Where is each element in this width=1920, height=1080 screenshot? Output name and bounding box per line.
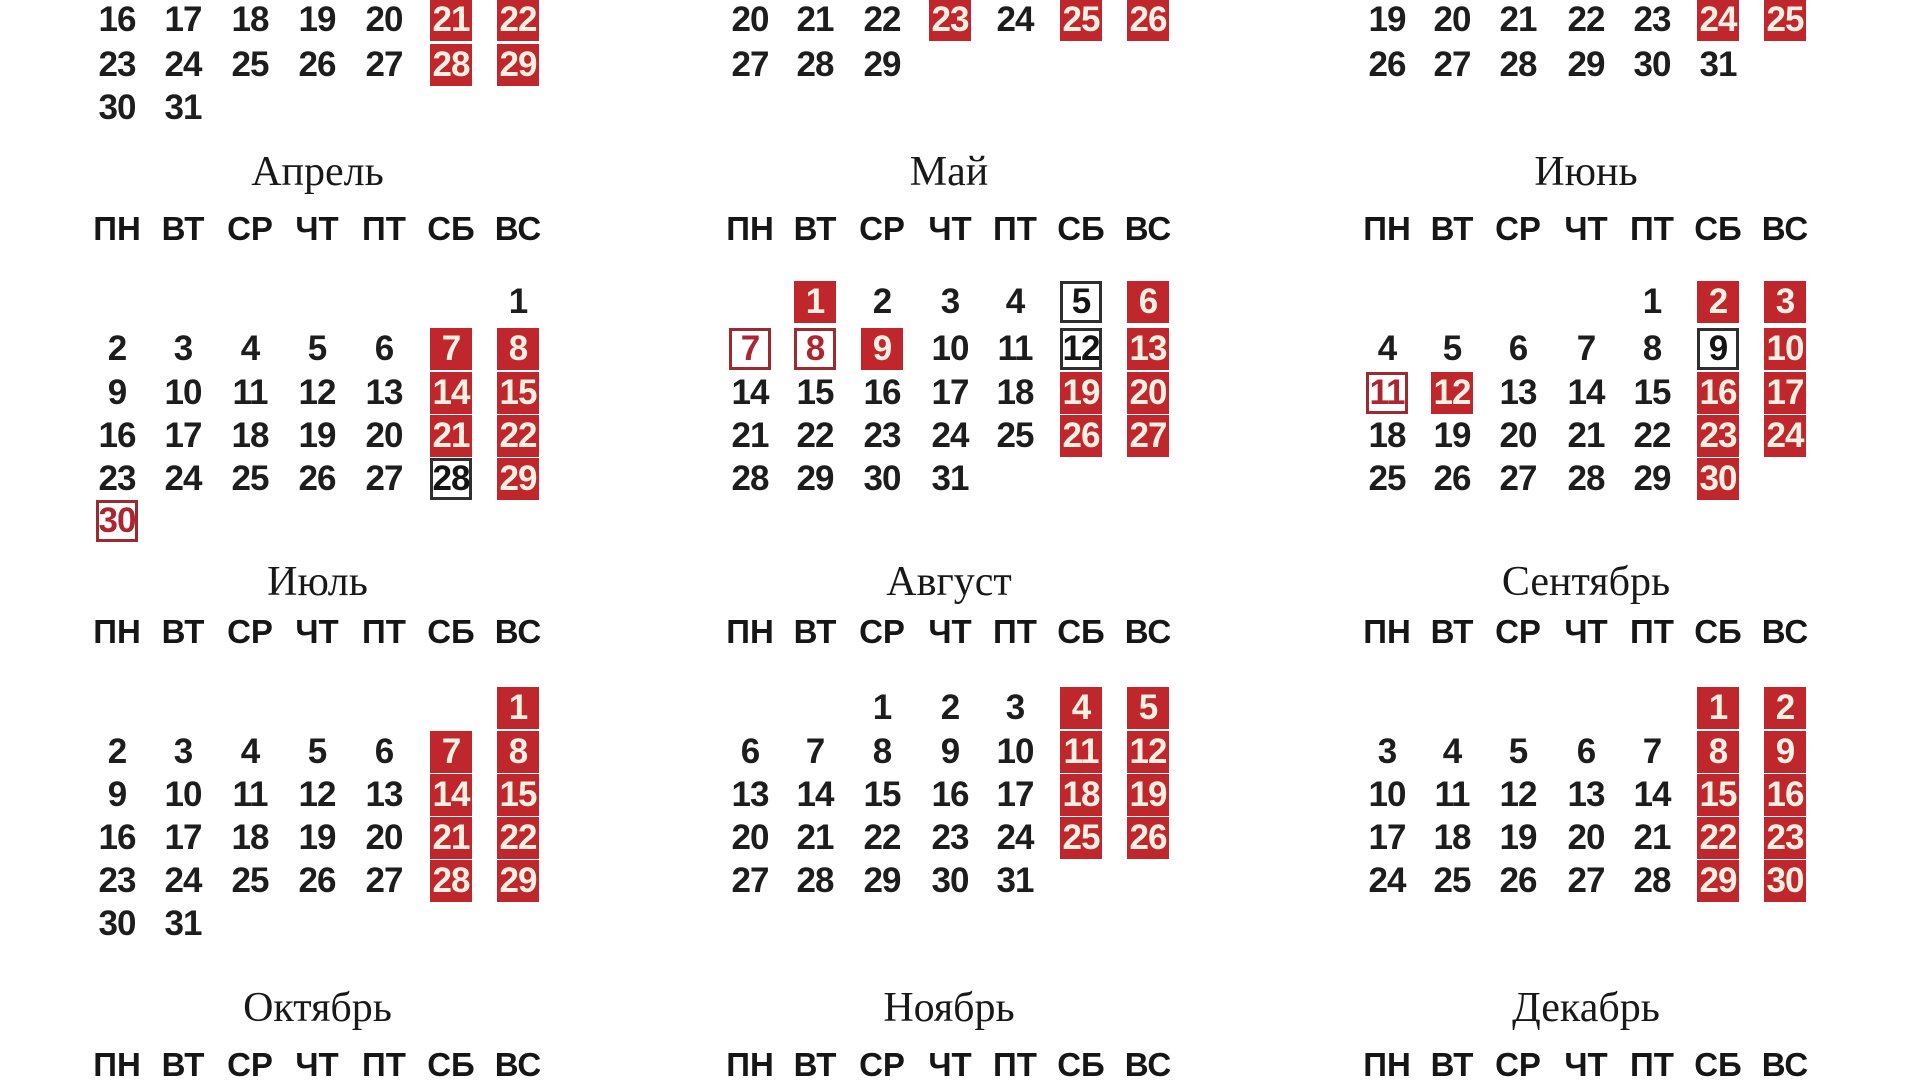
weekday-label: СБ bbox=[1057, 210, 1105, 247]
day-cell: 10 bbox=[996, 732, 1034, 771]
day-cell: 18 bbox=[231, 818, 269, 857]
day-cell: 9 bbox=[107, 373, 127, 412]
day-cell: 2 bbox=[1697, 281, 1739, 323]
weekday-label: СБ bbox=[1694, 613, 1742, 650]
weekday-label: ПТ bbox=[362, 210, 406, 247]
day-cell: 6 bbox=[1576, 732, 1596, 771]
weekday-label: СБ bbox=[1057, 613, 1105, 650]
day-cell: 20 bbox=[1499, 416, 1537, 455]
day-cell: 29 bbox=[1567, 45, 1605, 84]
day-cell: 20 bbox=[365, 416, 403, 455]
day-cell: 29 bbox=[1633, 459, 1671, 498]
day-cell: 24 bbox=[996, 0, 1034, 39]
day-cell: 19 bbox=[1433, 416, 1471, 455]
day-cell: 27 bbox=[365, 459, 403, 498]
weekday-label: ВС bbox=[1761, 210, 1809, 247]
weekday-label: ПТ bbox=[1630, 1046, 1674, 1080]
day-cell: 15 bbox=[863, 775, 901, 814]
day-cell: 21 bbox=[796, 0, 834, 39]
day-cell: 5 bbox=[1508, 732, 1528, 771]
day-cell: 14 bbox=[430, 774, 472, 816]
day-cell: 31 bbox=[164, 88, 202, 127]
day-cell: 23 bbox=[931, 818, 969, 857]
day-cell: 15 bbox=[497, 372, 539, 414]
weekday-label: ПТ bbox=[993, 210, 1037, 247]
day-cell: 8 bbox=[794, 328, 836, 370]
day-cell: 10 bbox=[1368, 775, 1406, 814]
day-cell: 18 bbox=[231, 416, 269, 455]
day-cell: 6 bbox=[374, 329, 394, 368]
day-cell: 12 bbox=[1127, 731, 1169, 773]
day-cell: 18 bbox=[1060, 774, 1102, 816]
day-cell: 10 bbox=[164, 775, 202, 814]
weekday-label: СР bbox=[227, 210, 273, 247]
day-cell: 9 bbox=[1764, 731, 1806, 773]
day-cell: 30 bbox=[1633, 45, 1671, 84]
weekday-label: ВС bbox=[1761, 1046, 1809, 1080]
day-cell: 16 bbox=[98, 416, 136, 455]
weekday-label: ЧТ bbox=[928, 613, 972, 650]
day-cell: 27 bbox=[365, 45, 403, 84]
day-cell: 28 bbox=[1567, 459, 1605, 498]
day-cell: 7 bbox=[1576, 329, 1596, 368]
weekday-label: ПН bbox=[1363, 613, 1411, 650]
day-cell: 11 bbox=[232, 775, 268, 814]
day-cell: 24 bbox=[996, 818, 1034, 857]
weekday-label: СБ bbox=[1694, 1046, 1742, 1080]
day-cell: 14 bbox=[1633, 775, 1671, 814]
weekday-label: СР bbox=[859, 1046, 905, 1080]
month-title-december: Декабрь bbox=[1512, 985, 1660, 1031]
day-cell: 6 bbox=[1127, 281, 1169, 323]
day-cell: 25 bbox=[996, 416, 1034, 455]
day-cell: 16 bbox=[98, 0, 136, 39]
day-cell: 15 bbox=[1697, 774, 1739, 816]
day-cell: 5 bbox=[307, 732, 327, 771]
day-cell: 27 bbox=[1127, 415, 1169, 457]
day-cell: 9 bbox=[1697, 328, 1739, 370]
day-cell: 25 bbox=[1368, 459, 1406, 498]
day-cell: 23 bbox=[929, 0, 971, 41]
day-cell: 21 bbox=[796, 818, 834, 857]
day-cell: 25 bbox=[1764, 0, 1806, 41]
day-cell: 13 bbox=[1567, 775, 1605, 814]
day-cell: 23 bbox=[98, 459, 136, 498]
day-cell: 26 bbox=[1499, 861, 1537, 900]
day-cell: 19 bbox=[1368, 0, 1406, 39]
weekday-label: ЧТ bbox=[1564, 210, 1608, 247]
day-cell: 24 bbox=[164, 861, 202, 900]
weekday-label: ЧТ bbox=[1564, 613, 1608, 650]
day-cell: 1 bbox=[1642, 282, 1662, 321]
weekday-label: ПТ bbox=[1630, 210, 1674, 247]
weekday-label: СР bbox=[1495, 210, 1541, 247]
day-cell: 7 bbox=[729, 328, 771, 370]
day-cell: 30 bbox=[931, 861, 969, 900]
weekday-label: ПН bbox=[726, 210, 774, 247]
day-cell: 5 bbox=[1060, 281, 1102, 323]
day-cell: 2 bbox=[1764, 687, 1806, 729]
day-cell: 22 bbox=[1567, 0, 1605, 39]
weekday-label: ПН bbox=[93, 1046, 141, 1080]
weekday-label: СБ bbox=[427, 613, 475, 650]
day-cell: 22 bbox=[497, 0, 539, 41]
day-cell: 27 bbox=[1433, 45, 1471, 84]
day-cell: 3 bbox=[1764, 281, 1806, 323]
weekday-label: ВТ bbox=[793, 210, 837, 247]
month-title-september: Сентябрь bbox=[1501, 559, 1671, 605]
day-cell: 16 bbox=[1697, 372, 1739, 414]
day-cell: 17 bbox=[164, 818, 202, 857]
day-cell: 7 bbox=[1642, 732, 1662, 771]
day-cell: 28 bbox=[731, 459, 769, 498]
day-cell: 30 bbox=[96, 500, 138, 542]
weekday-label: СР bbox=[859, 613, 905, 650]
day-cell: 16 bbox=[98, 818, 136, 857]
day-cell: 26 bbox=[298, 861, 336, 900]
day-cell: 26 bbox=[298, 45, 336, 84]
weekday-label: ВТ bbox=[793, 1046, 837, 1080]
weekday-label: СР bbox=[227, 613, 273, 650]
weekday-label: ВТ bbox=[1430, 613, 1474, 650]
day-cell: 25 bbox=[1060, 817, 1102, 859]
weekday-label: ВТ bbox=[793, 613, 837, 650]
day-cell: 18 bbox=[1368, 416, 1406, 455]
day-cell: 12 bbox=[1499, 775, 1537, 814]
day-cell: 17 bbox=[996, 775, 1034, 814]
day-cell: 30 bbox=[98, 904, 136, 943]
day-cell: 4 bbox=[1377, 329, 1397, 368]
day-cell: 23 bbox=[98, 45, 136, 84]
month-title-april: Апрель bbox=[251, 149, 384, 195]
day-cell: 15 bbox=[796, 373, 834, 412]
day-cell: 13 bbox=[1499, 373, 1537, 412]
day-cell: 20 bbox=[731, 0, 769, 39]
day-cell: 21 bbox=[731, 416, 769, 455]
day-cell: 3 bbox=[1377, 732, 1397, 771]
day-cell: 23 bbox=[1697, 415, 1739, 457]
day-cell: 3 bbox=[940, 282, 960, 321]
day-cell: 29 bbox=[497, 860, 539, 902]
day-cell: 14 bbox=[430, 372, 472, 414]
day-cell: 26 bbox=[298, 459, 336, 498]
weekday-label: ЧТ bbox=[928, 1046, 972, 1080]
weekday-label: ВТ bbox=[161, 210, 205, 247]
day-cell: 21 bbox=[430, 0, 472, 41]
day-cell: 1 bbox=[508, 282, 528, 321]
day-cell: 19 bbox=[298, 0, 336, 39]
day-cell: 8 bbox=[1642, 329, 1662, 368]
day-cell: 27 bbox=[1499, 459, 1537, 498]
day-cell: 5 bbox=[1127, 687, 1169, 729]
month-title-october: Октябрь bbox=[243, 985, 392, 1031]
month-title-may: Май bbox=[909, 149, 989, 195]
day-cell: 7 bbox=[430, 731, 472, 773]
day-cell: 3 bbox=[1005, 688, 1025, 727]
weekday-label: СБ bbox=[1057, 1046, 1105, 1080]
day-cell: 21 bbox=[1633, 818, 1671, 857]
day-cell: 24 bbox=[1697, 0, 1739, 41]
day-cell: 31 bbox=[1699, 45, 1737, 84]
day-cell: 22 bbox=[1697, 817, 1739, 859]
day-cell: 17 bbox=[931, 373, 969, 412]
day-cell: 28 bbox=[1633, 861, 1671, 900]
day-cell: 12 bbox=[1431, 372, 1473, 414]
day-cell: 15 bbox=[497, 774, 539, 816]
day-cell: 11 bbox=[997, 329, 1033, 368]
day-cell: 6 bbox=[374, 732, 394, 771]
day-cell: 6 bbox=[740, 732, 760, 771]
day-cell: 27 bbox=[731, 45, 769, 84]
day-cell: 16 bbox=[863, 373, 901, 412]
day-cell: 8 bbox=[1697, 731, 1739, 773]
day-cell: 19 bbox=[298, 818, 336, 857]
day-cell: 29 bbox=[796, 459, 834, 498]
day-cell: 31 bbox=[931, 459, 969, 498]
day-cell: 26 bbox=[1127, 0, 1169, 41]
day-cell: 27 bbox=[365, 861, 403, 900]
day-cell: 23 bbox=[1764, 817, 1806, 859]
weekday-label: ВС bbox=[1761, 613, 1809, 650]
weekday-label: ЧТ bbox=[295, 1046, 339, 1080]
day-cell: 3 bbox=[173, 329, 193, 368]
day-cell: 30 bbox=[1764, 860, 1806, 902]
day-cell: 14 bbox=[796, 775, 834, 814]
weekday-label: ЧТ bbox=[295, 613, 339, 650]
day-cell: 27 bbox=[1567, 861, 1605, 900]
day-cell: 18 bbox=[1433, 818, 1471, 857]
day-cell: 11 bbox=[232, 373, 268, 412]
day-cell: 20 bbox=[731, 818, 769, 857]
day-cell: 21 bbox=[430, 817, 472, 859]
day-cell: 4 bbox=[1005, 282, 1025, 321]
weekday-label: ПТ bbox=[1630, 613, 1674, 650]
weekday-label: ПН bbox=[726, 613, 774, 650]
day-cell: 19 bbox=[298, 416, 336, 455]
weekday-label: ПТ bbox=[993, 1046, 1037, 1080]
day-cell: 27 bbox=[731, 861, 769, 900]
day-cell: 13 bbox=[731, 775, 769, 814]
day-cell: 6 bbox=[1508, 329, 1528, 368]
weekday-label: ПТ bbox=[993, 613, 1037, 650]
day-cell: 30 bbox=[1697, 458, 1739, 500]
weekday-label: ВС bbox=[1124, 210, 1172, 247]
day-cell: 9 bbox=[107, 775, 127, 814]
weekday-label: ПН bbox=[1363, 210, 1411, 247]
day-cell: 1 bbox=[497, 687, 539, 729]
day-cell: 9 bbox=[861, 328, 903, 370]
day-cell: 28 bbox=[1499, 45, 1537, 84]
day-cell: 4 bbox=[1442, 732, 1462, 771]
weekday-label: ВТ bbox=[161, 613, 205, 650]
day-cell: 20 bbox=[1433, 0, 1471, 39]
month-title-november: Ноябрь bbox=[883, 985, 1015, 1031]
day-cell: 23 bbox=[1633, 0, 1671, 39]
day-cell: 17 bbox=[164, 0, 202, 39]
day-cell: 2 bbox=[107, 329, 127, 368]
weekday-label: ВС bbox=[494, 210, 542, 247]
day-cell: 25 bbox=[1060, 0, 1102, 41]
day-cell: 25 bbox=[231, 45, 269, 84]
weekday-label: СБ bbox=[427, 1046, 475, 1080]
day-cell: 16 bbox=[931, 775, 969, 814]
day-cell: 20 bbox=[365, 0, 403, 39]
day-cell: 31 bbox=[164, 904, 202, 943]
day-cell: 28 bbox=[796, 45, 834, 84]
day-cell: 8 bbox=[872, 732, 892, 771]
day-cell: 17 bbox=[1764, 372, 1806, 414]
day-cell: 17 bbox=[1368, 818, 1406, 857]
day-cell: 5 bbox=[307, 329, 327, 368]
day-cell: 9 bbox=[940, 732, 960, 771]
weekday-label: ПТ bbox=[362, 1046, 406, 1080]
day-cell: 24 bbox=[164, 459, 202, 498]
day-cell: 29 bbox=[1697, 860, 1739, 902]
day-cell: 12 bbox=[298, 373, 336, 412]
day-cell: 12 bbox=[298, 775, 336, 814]
day-cell: 29 bbox=[497, 44, 539, 86]
day-cell: 13 bbox=[365, 775, 403, 814]
day-cell: 10 bbox=[931, 329, 969, 368]
day-cell: 29 bbox=[497, 458, 539, 500]
day-cell: 13 bbox=[365, 373, 403, 412]
day-cell: 22 bbox=[863, 0, 901, 39]
day-cell: 11 bbox=[1366, 372, 1408, 414]
weekday-label: ЧТ bbox=[295, 210, 339, 247]
weekday-label: СР bbox=[1495, 613, 1541, 650]
day-cell: 29 bbox=[863, 861, 901, 900]
day-cell: 20 bbox=[365, 818, 403, 857]
day-cell: 22 bbox=[796, 416, 834, 455]
day-cell: 18 bbox=[231, 0, 269, 39]
weekday-label: ПН bbox=[726, 1046, 774, 1080]
day-cell: 24 bbox=[164, 45, 202, 84]
day-cell: 28 bbox=[430, 860, 472, 902]
day-cell: 15 bbox=[1633, 373, 1671, 412]
day-cell: 25 bbox=[1433, 861, 1471, 900]
day-cell: 28 bbox=[796, 861, 834, 900]
day-cell: 12 bbox=[1060, 328, 1102, 370]
day-cell: 19 bbox=[1499, 818, 1537, 857]
day-cell: 26 bbox=[1433, 459, 1471, 498]
day-cell: 21 bbox=[1499, 0, 1537, 39]
day-cell: 4 bbox=[240, 732, 260, 771]
day-cell: 28 bbox=[430, 44, 472, 86]
day-cell: 24 bbox=[931, 416, 969, 455]
weekday-label: ПН bbox=[93, 210, 141, 247]
day-cell: 24 bbox=[1764, 415, 1806, 457]
day-cell: 1 bbox=[794, 281, 836, 323]
day-cell: 10 bbox=[1764, 328, 1806, 370]
day-cell: 19 bbox=[1127, 774, 1169, 816]
month-title-july: Июль bbox=[267, 559, 368, 605]
weekday-label: ВС bbox=[494, 1046, 542, 1080]
day-cell: 14 bbox=[1567, 373, 1605, 412]
weekday-label: СР bbox=[1495, 1046, 1541, 1080]
day-cell: 25 bbox=[231, 861, 269, 900]
day-cell: 14 bbox=[731, 373, 769, 412]
day-cell: 28 bbox=[430, 458, 472, 500]
day-cell: 19 bbox=[1060, 372, 1102, 414]
day-cell: 30 bbox=[863, 459, 901, 498]
weekday-label: ПН bbox=[1363, 1046, 1411, 1080]
weekday-label: ВТ bbox=[1430, 1046, 1474, 1080]
day-cell: 30 bbox=[98, 88, 136, 127]
weekday-label: ВС bbox=[1124, 613, 1172, 650]
day-cell: 8 bbox=[497, 328, 539, 370]
day-cell: 20 bbox=[1127, 372, 1169, 414]
day-cell: 2 bbox=[107, 732, 127, 771]
weekday-label: ВТ bbox=[161, 1046, 205, 1080]
day-cell: 22 bbox=[863, 818, 901, 857]
day-cell: 13 bbox=[1127, 328, 1169, 370]
day-cell: 4 bbox=[240, 329, 260, 368]
weekday-label: СР bbox=[859, 210, 905, 247]
day-cell: 20 bbox=[1567, 818, 1605, 857]
day-cell: 26 bbox=[1368, 45, 1406, 84]
day-cell: 22 bbox=[1633, 416, 1671, 455]
day-cell: 3 bbox=[173, 732, 193, 771]
day-cell: 11 bbox=[1434, 775, 1470, 814]
weekday-label: ПТ bbox=[362, 613, 406, 650]
weekday-label: ЧТ bbox=[1564, 1046, 1608, 1080]
weekday-label: ВС bbox=[1124, 1046, 1172, 1080]
weekday-label: СР bbox=[227, 1046, 273, 1080]
day-cell: 21 bbox=[1567, 416, 1605, 455]
day-cell: 11 bbox=[1060, 731, 1102, 773]
day-cell: 4 bbox=[1060, 687, 1102, 729]
day-cell: 22 bbox=[497, 817, 539, 859]
day-cell: 10 bbox=[164, 373, 202, 412]
day-cell: 16 bbox=[1764, 774, 1806, 816]
day-cell: 2 bbox=[940, 688, 960, 727]
day-cell: 5 bbox=[1442, 329, 1462, 368]
day-cell: 23 bbox=[863, 416, 901, 455]
day-cell: 1 bbox=[1697, 687, 1739, 729]
day-cell: 29 bbox=[863, 45, 901, 84]
weekday-label: ВТ bbox=[1430, 210, 1474, 247]
day-cell: 18 bbox=[996, 373, 1034, 412]
day-cell: 31 bbox=[996, 861, 1034, 900]
day-cell: 8 bbox=[497, 731, 539, 773]
weekday-label: СБ bbox=[427, 210, 475, 247]
day-cell: 2 bbox=[872, 282, 892, 321]
weekday-label: ЧТ bbox=[928, 210, 972, 247]
day-cell: 7 bbox=[430, 328, 472, 370]
weekday-label: ПН bbox=[93, 613, 141, 650]
day-cell: 22 bbox=[497, 415, 539, 457]
day-cell: 21 bbox=[430, 415, 472, 457]
month-title-august: Август bbox=[886, 559, 1012, 605]
weekday-label: ВС bbox=[494, 613, 542, 650]
day-cell: 24 bbox=[1368, 861, 1406, 900]
month-title-june: Июнь bbox=[1534, 149, 1638, 195]
day-cell: 26 bbox=[1060, 415, 1102, 457]
day-cell: 7 bbox=[805, 732, 825, 771]
day-cell: 1 bbox=[872, 688, 892, 727]
day-cell: 25 bbox=[231, 459, 269, 498]
day-cell: 17 bbox=[164, 416, 202, 455]
weekday-label: СБ bbox=[1694, 210, 1742, 247]
day-cell: 23 bbox=[98, 861, 136, 900]
day-cell: 26 bbox=[1127, 817, 1169, 859]
